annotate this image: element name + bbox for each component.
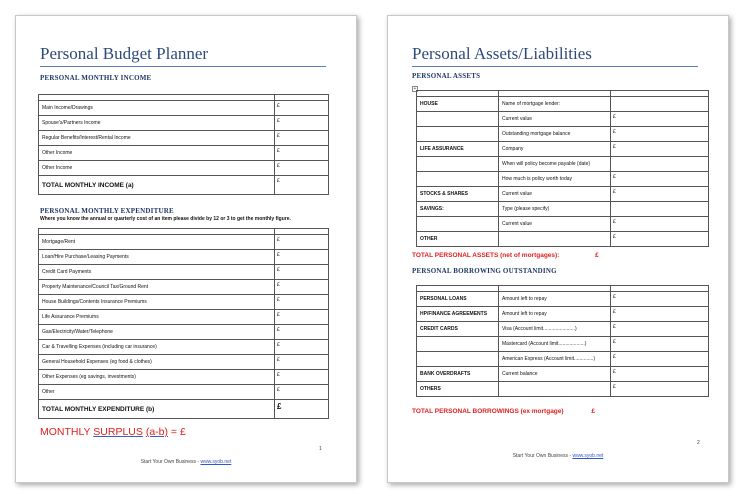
table-row (39, 340, 329, 355)
total-label: TOTAL MONTHLY INCOME (a) (39, 176, 275, 195)
category-cell (417, 127, 499, 142)
row-label: Regular Benefits/Interest/Rental Income (39, 131, 275, 146)
amount-cell[interactable]: £ (275, 370, 329, 385)
footer-text: Start Your Own Business - (140, 459, 201, 465)
income-table (38, 94, 329, 195)
table-row (39, 116, 329, 131)
table-row (39, 280, 329, 295)
assets-total-label: TOTAL PERSONAL ASSETS (net of mortgages): (412, 252, 560, 259)
category-cell (417, 337, 499, 352)
amount-cell[interactable] (611, 157, 709, 172)
row-label: Credit Card Payments (39, 265, 275, 280)
category-cell: LIFE ASSURANCE (417, 142, 499, 157)
table-row (39, 325, 329, 340)
footer-link[interactable]: www.syob.net (200, 459, 232, 465)
page-title: Personal Assets/Liabilities (412, 44, 592, 63)
table-row (417, 367, 709, 382)
description-cell: How much is policy worth today (499, 172, 611, 187)
page-footer (16, 459, 356, 465)
amount-cell[interactable]: £ (275, 161, 329, 176)
title-rule (412, 66, 698, 67)
footer-link[interactable]: www.syob.net (572, 453, 604, 459)
assets-liabilities-page (387, 15, 729, 483)
table-row (39, 146, 329, 161)
row-label: Mortgage/Rent (39, 235, 275, 250)
amount-cell[interactable]: £ (275, 280, 329, 295)
table-row (39, 161, 329, 176)
row-label: Other Expenses (eg savings, investments) (39, 370, 275, 385)
table-row (39, 295, 329, 310)
amount-cell[interactable]: £ (275, 101, 329, 116)
description-cell: Visa (Account limit.......................) (499, 322, 611, 337)
description-cell: Current value (499, 112, 611, 127)
amount-cell[interactable]: £ (611, 217, 709, 232)
total-amount-cell[interactable]: £ (275, 176, 329, 195)
amount-cell[interactable]: £ (275, 295, 329, 310)
table-row (417, 292, 709, 307)
total-label: TOTAL MONTHLY EXPENDITURE (b) (39, 400, 275, 419)
page-number: 2 (697, 440, 700, 446)
amount-cell[interactable]: £ (275, 265, 329, 280)
table-row (417, 232, 709, 247)
table-row (417, 172, 709, 187)
surplus-word: SURPLUS (93, 426, 143, 438)
category-cell: HP/FINANCE AGREEMENTS (417, 307, 499, 322)
description-cell: When will policy become payable (date) (499, 157, 611, 172)
row-label: Life Assurance Premiums (39, 310, 275, 325)
amount-cell[interactable]: £ (611, 112, 709, 127)
amount-cell[interactable]: £ (611, 307, 709, 322)
borrowing-total-label: TOTAL PERSONAL BORROWINGS (ex mortgage) (412, 408, 564, 415)
category-cell (417, 352, 499, 367)
footer-text: Start Your Own Business - (512, 453, 573, 459)
amount-cell[interactable]: £ (275, 355, 329, 370)
row-label: House Buildings/Contents Insurance Premiums (39, 295, 275, 310)
amount-cell[interactable]: £ (611, 172, 709, 187)
assets-table (416, 90, 709, 247)
row-label: Loan/Hire Purchase/Leasing Payments (39, 250, 275, 265)
borrowing-heading: PERSONAL BORROWING OUTSTANDING (412, 267, 557, 275)
table-move-handle-icon[interactable]: + (413, 86, 417, 92)
amount-cell[interactable]: £ (611, 292, 709, 307)
expenditure-table (38, 228, 329, 419)
table-row (417, 157, 709, 172)
assets-heading: PERSONAL ASSETS (412, 72, 481, 80)
category-cell: OTHERS (417, 382, 499, 397)
amount-cell[interactable]: £ (611, 382, 709, 397)
table-row (39, 370, 329, 385)
assets-total-currency: £ (595, 252, 599, 259)
amount-cell[interactable]: £ (275, 325, 329, 340)
borrowing-table (416, 285, 709, 397)
category-cell (417, 172, 499, 187)
surplus-prefix: MONTHLY (40, 426, 94, 438)
amount-cell[interactable] (611, 202, 709, 217)
table-row (39, 355, 329, 370)
amount-cell[interactable] (611, 97, 709, 112)
category-cell: BANK OVERDRAFTS (417, 367, 499, 382)
description-cell: Current value (499, 187, 611, 202)
table-row (417, 142, 709, 157)
row-label: Other (39, 385, 275, 400)
borrowing-total-currency: £ (591, 408, 595, 415)
row-label: Gas/Electricity/Water/Telephone (39, 325, 275, 340)
description-cell: Current balance (499, 367, 611, 382)
category-cell: CREDIT CARDS (417, 322, 499, 337)
amount-cell[interactable]: £ (275, 340, 329, 355)
category-cell: STOCKS & SHARES (417, 187, 499, 202)
title-rule (40, 66, 326, 67)
amount-cell[interactable]: £ (275, 310, 329, 325)
monthly-surplus-line (40, 426, 186, 438)
category-cell: OTHER (417, 232, 499, 247)
description-cell: Outstanding mortgage balance (499, 127, 611, 142)
category-cell (417, 217, 499, 232)
category-cell: HOUSE (417, 97, 499, 112)
income-heading: PERSONAL MONTHLY INCOME (40, 74, 152, 82)
total-row (39, 176, 329, 195)
expenditure-heading: PERSONAL MONTHLY EXPENDITURE (40, 207, 174, 215)
table-row (39, 385, 329, 400)
description-cell: Current value (499, 217, 611, 232)
description-cell: Company (499, 142, 611, 157)
category-cell: PERSONAL LOANS (417, 292, 499, 307)
table-row (39, 250, 329, 265)
amount-cell[interactable]: £ (611, 232, 709, 247)
budget-planner-page (15, 15, 357, 483)
description-cell: American Express (Account limit..............) (499, 352, 611, 367)
table-row (39, 310, 329, 325)
amount-cell[interactable]: £ (611, 187, 709, 202)
table-row (39, 235, 329, 250)
table-row (417, 97, 709, 112)
amount-cell[interactable]: £ (611, 337, 709, 352)
table-row (417, 337, 709, 352)
table-row (417, 187, 709, 202)
total-amount-cell[interactable]: £ (275, 400, 329, 419)
description-cell (499, 232, 611, 247)
row-label: Main Income/Drawings (39, 101, 275, 116)
table-row (417, 217, 709, 232)
amount-cell[interactable]: £ (275, 250, 329, 265)
amount-cell[interactable]: £ (611, 322, 709, 337)
table-row (39, 131, 329, 146)
amount-cell[interactable]: £ (275, 116, 329, 131)
description-cell: Amount left to repay (499, 307, 611, 322)
amount-cell[interactable]: £ (611, 367, 709, 382)
table-row (417, 127, 709, 142)
amount-cell[interactable]: £ (275, 385, 329, 400)
table-row (417, 112, 709, 127)
row-label: Car & Travelling Expenses (including car insurance) (39, 340, 275, 355)
description-cell: Amount left to repay (499, 292, 611, 307)
table-row (417, 307, 709, 322)
page-footer (388, 453, 728, 459)
description-cell: Name of mortgage lender: (499, 97, 611, 112)
description-cell: Mastercard (Account limit...................) (499, 337, 611, 352)
row-label: Other Income (39, 146, 275, 161)
category-cell (417, 112, 499, 127)
row-label: Spouse's/Partners Income (39, 116, 275, 131)
total-row (39, 400, 329, 419)
row-label: General Household Expenses (eg food & clothes) (39, 355, 275, 370)
amount-cell[interactable]: £ (275, 235, 329, 250)
assets-total-line (412, 252, 599, 259)
page-number: 1 (319, 446, 322, 452)
table-row (417, 322, 709, 337)
amount-cell[interactable]: £ (275, 131, 329, 146)
amount-cell[interactable]: £ (611, 142, 709, 157)
amount-cell[interactable]: £ (275, 146, 329, 161)
table-row (417, 352, 709, 367)
surplus-suffix: = £ (168, 426, 186, 438)
table-row (39, 265, 329, 280)
amount-cell[interactable]: £ (611, 127, 709, 142)
expenditure-note: Where you know the annual or quarterly cost of an item please divide by 12 or 3 to get the monthly figure. (40, 216, 291, 222)
table-row (417, 202, 709, 217)
amount-cell[interactable]: £ (611, 352, 709, 367)
table-row (417, 382, 709, 397)
category-cell: SAVINGS: (417, 202, 499, 217)
category-cell (417, 157, 499, 172)
row-label: Other Income (39, 161, 275, 176)
surplus-formula: (a-b) (145, 426, 168, 438)
description-cell (499, 382, 611, 397)
page-title: Personal Budget Planner (40, 44, 209, 63)
row-label: Property Maintenance/Council Tax/Ground Rent (39, 280, 275, 295)
description-cell: Type (please specify) (499, 202, 611, 217)
borrowing-total-line (412, 408, 595, 415)
table-row (39, 101, 329, 116)
